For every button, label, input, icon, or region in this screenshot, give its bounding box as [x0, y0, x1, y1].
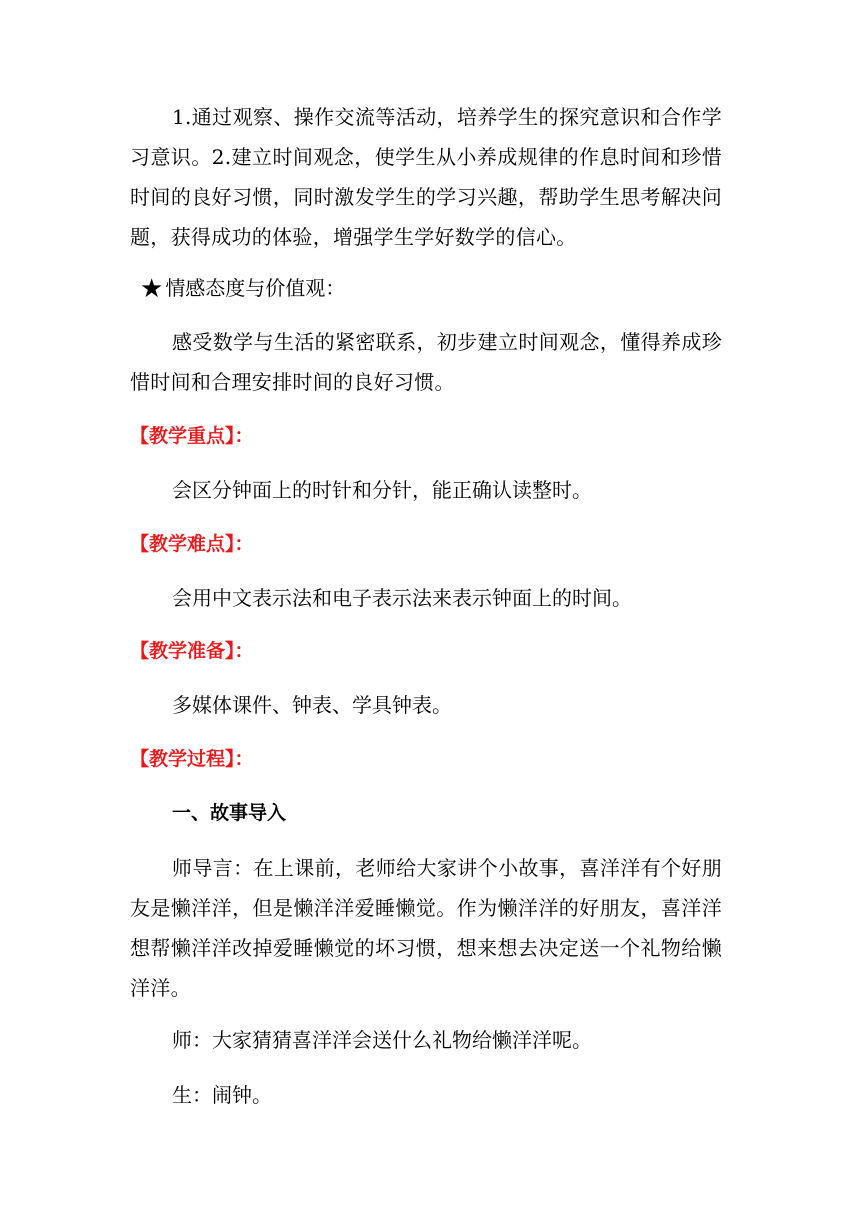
difficulty-text: 会用中文表示法和电子表示法来表示钟面上的时间。: [172, 586, 632, 610]
teacher-question: 师：大家猜猜喜洋洋会送什么礼物给懒洋洋呢。: [172, 1028, 592, 1052]
key-point-text: 会区分钟面上的时针和分针，能正确认读整时。: [172, 478, 592, 502]
preparation-text: 多媒体课件、钟表、学具钟表。: [172, 693, 452, 717]
star-icon: ★: [140, 274, 164, 304]
emotion-label-text: 情感态度与价值观：: [165, 276, 346, 300]
emotion-section-label: [140, 268, 345, 309]
key-point-heading: 【教学重点】：: [130, 425, 254, 447]
preparation-heading: 【教学准备】：: [130, 640, 254, 662]
difficulty-heading: 【教学难点】：: [130, 533, 254, 555]
process-heading: 【教学过程】：: [130, 748, 254, 770]
teacher-intro-paragraph: 师导言：在上课前，老师给大家讲个小故事，喜洋洋有个好朋友是懒洋洋，但是懒洋洋爱睡懒觉。作为懒洋洋的好朋友，喜洋洋想帮懒洋洋改掉爱睡懒觉的坏习惯，想来想去决定送一个礼物给懒洋洋。: [130, 856, 722, 1000]
section-one-title: 一、故事导入: [172, 802, 287, 824]
emotion-paragraph: 感受数学与生活的紧密联系，初步建立时间观念，懂得养成珍惜时间和合理安排时间的良好习惯。: [130, 330, 722, 394]
student-answer: 生：闹钟。: [172, 1083, 272, 1107]
ability-goals-paragraph: 1.通过观察、操作交流等活动，培养学生的探究意识和合作学习意识。2.建立时间观念，使学生从小养成规律的作息时间和珍惜时间的良好习惯，同时激发学生的学习兴趣，帮助学生思考解决问题，获得成功的体验，增强学生学好数学的信心。: [130, 105, 722, 249]
